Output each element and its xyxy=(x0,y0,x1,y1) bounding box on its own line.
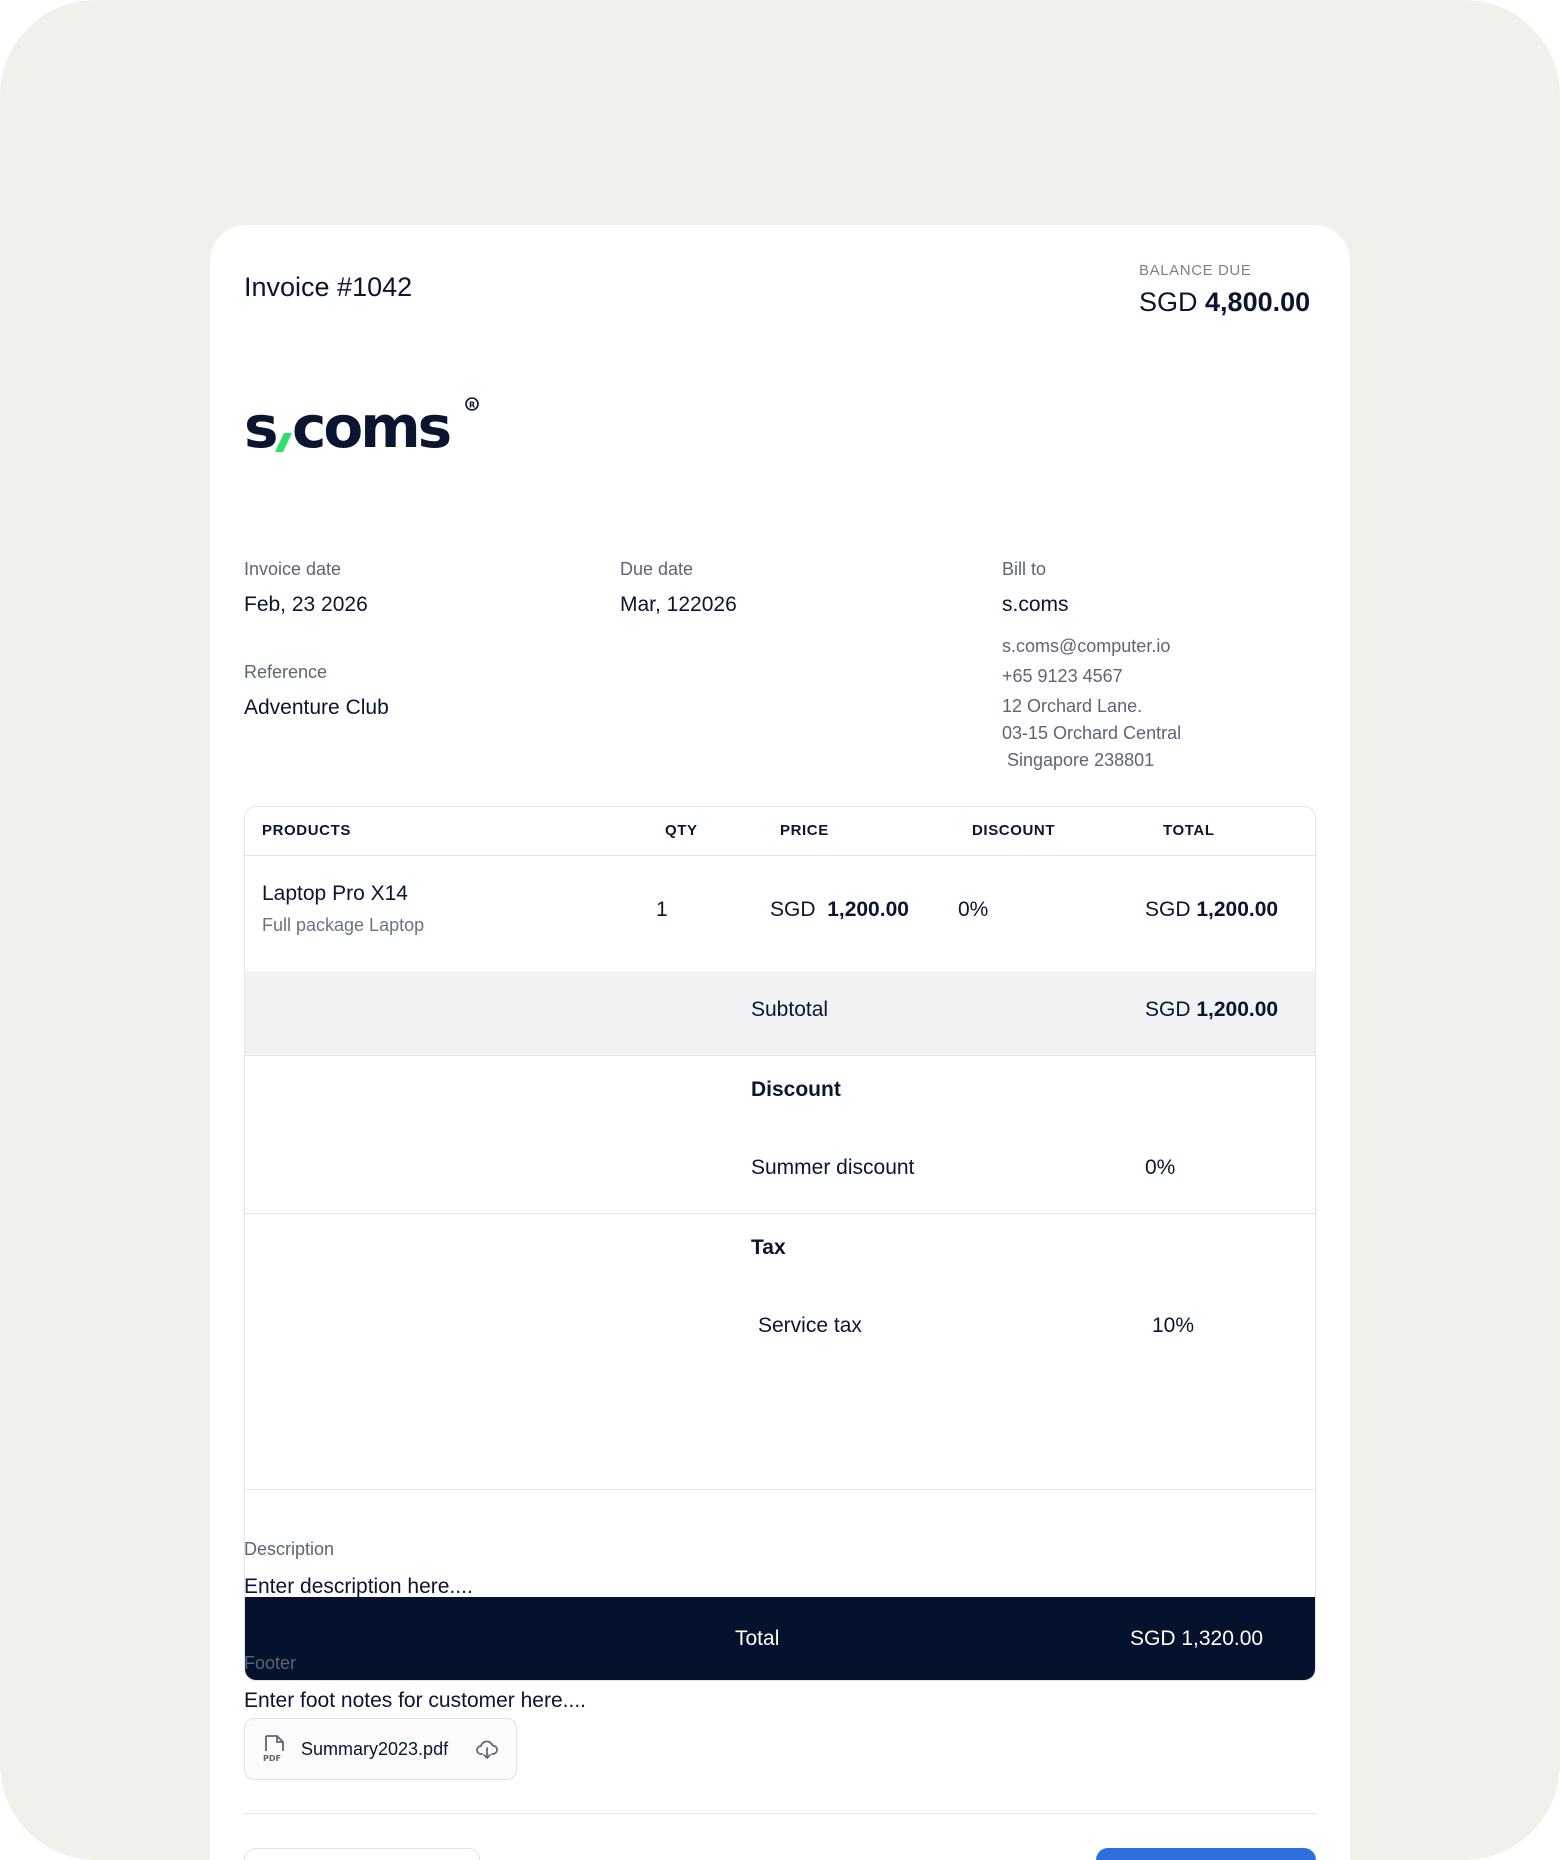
products-table xyxy=(244,806,1316,1681)
tax-name: Service tax xyxy=(758,1314,862,1337)
primary-action-button[interactable] xyxy=(1096,1848,1316,1860)
bill-to-email: s.coms@computer.io xyxy=(1002,636,1171,656)
bill-to-phone: +65 9123 4567 xyxy=(1002,666,1123,686)
attachment-chip[interactable] xyxy=(244,1718,517,1780)
invoice-date-label: Invoice date xyxy=(244,559,342,579)
footer-field[interactable]: Enter foot notes for customer here.... xyxy=(244,1689,586,1712)
pdf-file-icon xyxy=(263,1735,285,1768)
svg-text:s: s xyxy=(244,395,276,455)
brand-logo xyxy=(244,395,484,460)
column-header-price: PRICE xyxy=(780,822,829,839)
balance-due-label: BALANCE DUE xyxy=(1139,262,1252,279)
balance-value: 4,800.00 xyxy=(1205,287,1311,317)
attachment-name: Summary2023.pdf xyxy=(301,1739,449,1759)
reference-value: Adventure Club xyxy=(244,696,389,719)
subtotal-value: 1,200.00 xyxy=(1196,998,1279,1021)
total-currency: SGD xyxy=(1145,898,1191,921)
bill-to-label: Bill to xyxy=(1002,559,1047,579)
invoice-title: Invoice #1042 xyxy=(244,272,413,302)
price-currency: SGD xyxy=(770,898,816,921)
product-discount: 0% xyxy=(958,898,989,921)
description-label: Description xyxy=(244,1539,335,1559)
invoice-date-value: Feb, 23 2026 xyxy=(244,593,368,616)
column-header-products: PRODUCTS xyxy=(262,822,351,839)
subtotal-amount xyxy=(1145,998,1278,1022)
invoice-card xyxy=(210,225,1350,1860)
balance-currency: SGD xyxy=(1139,287,1198,317)
tax-value: 10% xyxy=(1152,1314,1195,1337)
tax-heading: Tax xyxy=(751,1236,786,1259)
column-header-qty: QTY xyxy=(665,822,698,839)
svg-text:PDF: PDF xyxy=(263,1754,281,1763)
total-amount: SGD 1,320.00 xyxy=(1130,1627,1264,1650)
bill-to-name: s.coms xyxy=(1002,593,1069,616)
svg-text:R: R xyxy=(469,400,476,410)
section-divider xyxy=(244,1489,1316,1490)
bill-to-address-line3: Singapore 238801 xyxy=(1002,750,1155,770)
product-total xyxy=(1145,898,1278,922)
subtotal-label: Subtotal xyxy=(751,998,829,1021)
row-divider xyxy=(245,1213,1316,1214)
product-name: Laptop Pro X14 xyxy=(262,882,408,905)
row-divider xyxy=(245,1055,1316,1056)
balance-due-amount xyxy=(1139,287,1310,318)
discount-value: 0% xyxy=(1145,1156,1176,1179)
due-date-value: Mar, 122026 xyxy=(620,593,737,616)
product-description: Full package Laptop xyxy=(262,915,425,935)
discount-name: Summer discount xyxy=(751,1156,915,1179)
secondary-action-button[interactable] xyxy=(244,1848,480,1860)
price-value: 1,200.00 xyxy=(827,898,909,921)
description-field[interactable]: Enter description here.... xyxy=(244,1575,473,1598)
footer-label: Footer xyxy=(244,1653,297,1673)
header-divider xyxy=(245,855,1316,856)
product-price xyxy=(770,898,909,922)
due-date-label: Due date xyxy=(620,559,694,579)
bill-to-address-line1: 12 Orchard Lane. xyxy=(1002,696,1143,716)
column-header-discount: DISCOUNT xyxy=(972,822,1056,839)
discount-heading: Discount xyxy=(751,1078,841,1101)
bill-to-address-line2: 03-15 Orchard Central xyxy=(1002,723,1182,743)
total-label: Total xyxy=(735,1627,780,1650)
product-qty: 1 xyxy=(656,898,668,921)
reference-label: Reference xyxy=(244,662,328,682)
total-value: 1,200.00 xyxy=(1196,898,1279,921)
subtotal-currency: SGD xyxy=(1145,998,1191,1021)
column-header-total: TOTAL xyxy=(1163,822,1215,839)
svg-text:coms: coms xyxy=(292,395,450,455)
section-divider xyxy=(244,1813,1316,1814)
cloud-download-icon[interactable] xyxy=(476,1739,498,1766)
